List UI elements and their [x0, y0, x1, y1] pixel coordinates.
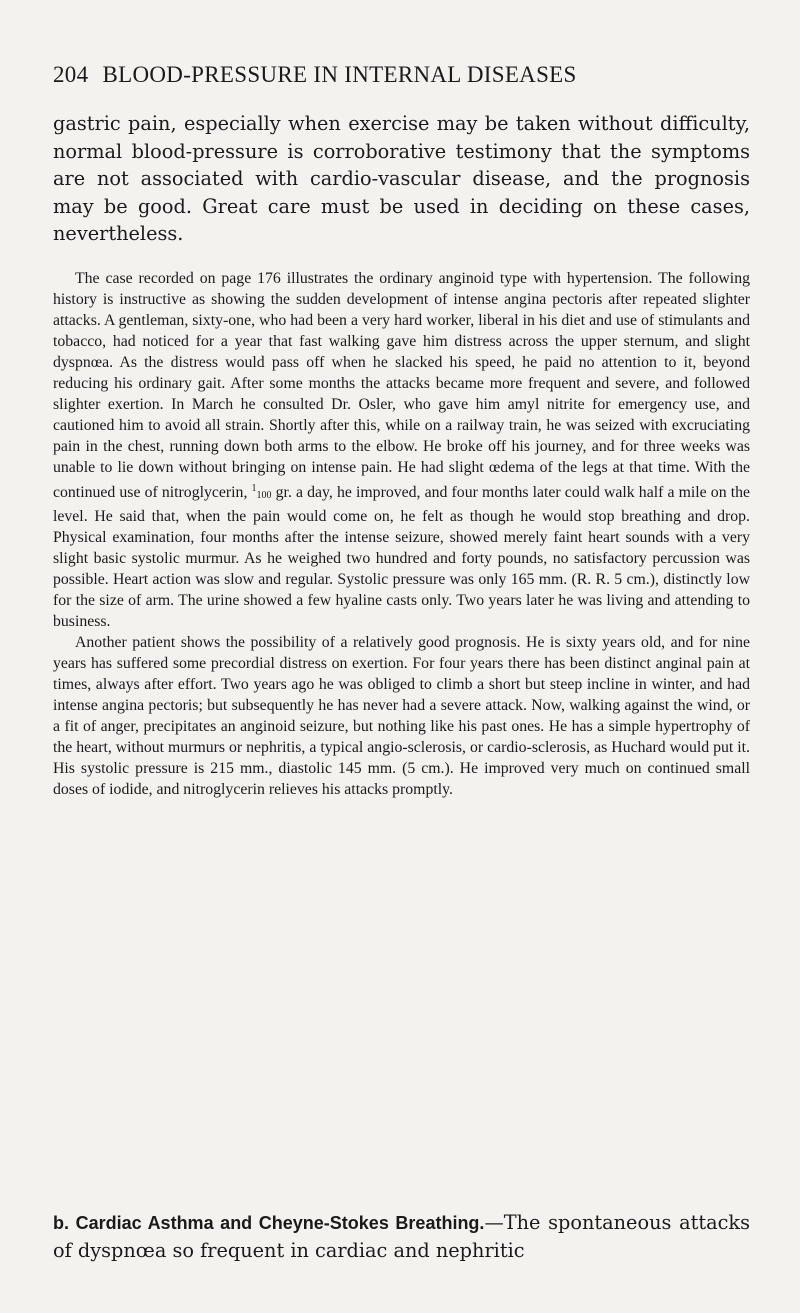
section-b [53, 1209, 750, 1265]
fraction-numerator: 1 [251, 483, 257, 494]
lead-paragraph: gastric pain, especially when exercise may be taken without difficulty, normal blood-pressure is corroborative testimony that the symptoms are not associated with cardio-vascular disease, and the prognosis may be good. Great care must be used in deciding on these cases, nevertheless. [53, 112, 750, 245]
lead-paragraph-block [53, 110, 750, 248]
running-header [53, 62, 753, 88]
section-heading: b. Cardiac Asthma and Cheyne-Stokes Breathing. [53, 1213, 485, 1233]
small-print-body [53, 268, 750, 800]
case-paragraph-1 [53, 268, 750, 632]
case1-text-b: gr. a day, he improved, and four months later could walk half a mile on the level. He said that, when the pain would come on, he felt as though he would stop breathing and drop. Physical examination, four months after the intense seizure, showed merely faint heart sounds with a very slight basic systolic murmur. As he weighed two hundred and forty pounds, no satisfactory percussion was possible. Heart action was slow and regular. Systolic pressure was only 165 mm. (R. R. 5 cm.), distinctly low for the size of arm. The urine showed a few hyaline casts only. Two years later he was living and attending to business. [53, 484, 751, 630]
case-paragraph-2: Another patient shows the possibility of a relatively good prognosis. He is sixty years old, and for nine years has suffered some precordial distress on exertion. For four years there has been distinct anginal pain at times, always after effort. Two years ago he was obliged to climb a short but steep incline in winter, and had intense angina pectoris; but subsequently he has never had a severe attack. Now, walking against the wind, or a fit of anger, precipitates an anginoid seizure, but nothing like his past ones. He has a simple hypertrophy of the heart, without murmurs or nephritis, a typical angio-sclerosis, or cardio-sclerosis, as Huchard would put it. His systolic pressure is 215 mm., diastolic 145 mm. (5 cm.). He improved very much on continued small doses of iodide, and nitroglycerin relieves his attacks promptly. [53, 634, 750, 798]
case1-text-a: The case recorded on page 176 illustrates the ordinary anginoid type with hypertension. The following history is instructive as showing the sudden development of intense angina pectoris after repeated slighter attacks. A gentleman, sixty-one, who had been a very hard worker, liberal in his diet and use of stimulants and tobacco, had noticed for a year that fast walking gave him distress across the upper sternum, and slight dyspnœa. As the distress would pass off when he slacked his speed, he paid no attention to it, beyond reducing his ordinary gait. After some months the attacks became more frequent and severe, and followed slighter exertion. In March he consulted Dr. Osler, who gave him amyl nitrite for emergency use, and cautioned him to avoid all strain. Shortly after this, while on a railway train, he was seized with excruciating pain in the chest, running down both arms to the elbow. He broke off his journey, and for three weeks was unable to lie down without bringing on intense pain. He had slight œdema of the legs at that time. With the continued use of nitroglycerin, [53, 270, 750, 501]
section-text: —The spontaneous attacks of dyspnœa so frequent in cardiac and nephritic [53, 1211, 750, 1262]
dose-fraction [251, 483, 272, 501]
running-title: BLOOD-PRESSURE IN INTERNAL DISEASES [102, 62, 577, 87]
fraction-denominator: 100 [256, 490, 272, 501]
page-number: 204 [53, 62, 89, 87]
